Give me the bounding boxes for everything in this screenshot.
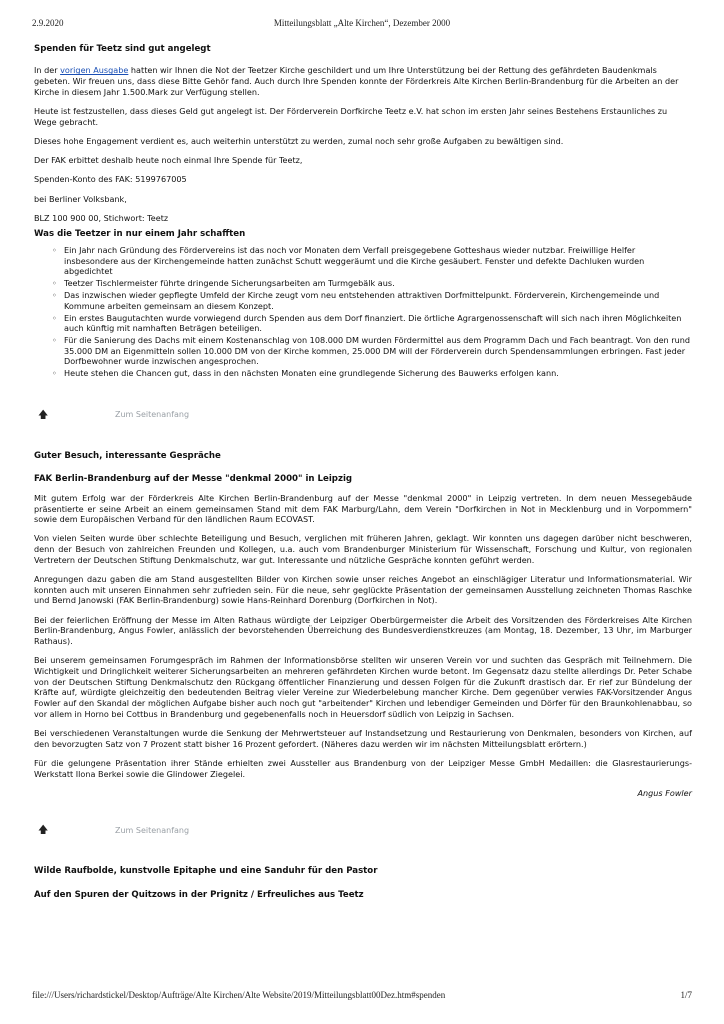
back-to-top[interactable] — [38, 408, 692, 422]
previous-issue-link[interactable]: vorigen Ausgabe — [60, 65, 129, 76]
back-to-top-link[interactable]: Zum Seitenanfang — [115, 409, 190, 419]
intro-text-after: hatten wir Ihnen die Not der Teetzer Kirche geschildert und um Ihre Unterstützung bei der Rettung des gefährdeten Baudenkmals gebeten. Wir freuen uns, dass diese Bitte Gehör fand. Auch durch Ihre Spenden konnte der Förderkreis Alte Kirchen Berlin-Brandenburg für die Arbeiten an der Kirche in diesem Jahr 1.500.Mark zur Verfügung stellen. — [34, 65, 679, 97]
list-item: ◦ Ein erstes Baugutachten wurde vorwiegend durch Spenden aus dem Dorf finanziert. Die örtliche Agrargenossenschaft will sich nach ihren Möglichkeiten auch künftig mit namhaften Beträgen beteiligen. — [52, 312, 682, 334]
print-date: 2.9.2020 — [32, 18, 64, 28]
paragraph: Für die gelungene Präsentation ihrer Stände erhielten zwei Aussteller aus Brandenburg von der Leipziger Messe GmbH Medaillen: die Glasrestaurierungs-Werkstatt Ilona Berkei sowie die Glindower Ziegelei. — [34, 757, 692, 779]
achievements-list — [52, 245, 692, 379]
author-signature: Angus Fowler — [637, 787, 692, 798]
section-heading-quitzows: Wilde Raufbolde, kunstvolle Epitaphe und eine Sanduhr für den Pastor — [34, 866, 378, 877]
page-content — [34, 44, 692, 912]
paragraph: Der FAK erbittet deshalb heute noch einmal Ihre Spende für Teetz, — [34, 155, 303, 166]
paragraph: Bei unserem gemeinsamen Forumgespräch im Rahmen der Informationsbörse stellten wir unseren Verein vor und suchten das Gespräch mit Teilnehmern. Die Wichtigkeit und Dringlichkeit weiterer Sicherungsarbeiten an mehreren gefährdeten Kirchen wurde betont. Im Gegensatz dazu stellte allerdings Dr. Peter Schabe von der Deutschen Stiftung Denkmalschutz den Rückgang öffentlicher Finanzierung und dessen Folgen für die Zukunft drastisch dar. Er rief zur Bündelung der Kräfte auf, würdigte gleichzeitig den bedeutenden Beitrag vieler Vereine zur Wiederbelebung mancher Kirche. Dem gegenüber verwies FAK-Vorsitzender Angus Fowler auf den Skandal der möglichen Aufgabe bisher auch noch gut "arbeitender" Kirchen und lebendiger Gemeinden und Dörfer für den Braunkohlenabbau, so vor allem in Horno bei Cottbus in Brandenburg und gegebenenfalls noch in Heuersdorf südlich von Leipzig in Sachsen. — [34, 655, 692, 719]
back-to-top-link[interactable]: Zum Seitenanfang — [115, 825, 190, 835]
page-number: 1/7 — [680, 990, 692, 1000]
list-item: ◦ Das inzwischen wieder gepflegte Umfeld der Kirche zeugt vom neu entstehenden attraktiven Dorfmittelpunkt. Förderverein, Kirchengemeinde und Kommune arbeiten gemeinsam an diesem Konzept. — [52, 290, 660, 311]
paragraph: Anregungen dazu gaben die am Stand ausgestellten Bilder von Kirchen sowie unser reiches Angebot an einschlägiger Literatur und Informationsmaterial. Wir konnten auch mit unseren Einnahmen sehr zufrieden sein. Für die neue, sehr geglückte Präsentation der gemeinsamen Ausstellung zeichneten Thomas Raschke und Bernd Janowski (FAK Berlin-Brandenburg) sowie Hans-Reinhard Dorenburg (Dorfkirchen in Not). — [34, 574, 692, 606]
intro-paragraph — [34, 65, 692, 97]
back-to-top[interactable] — [38, 824, 692, 838]
bullet: ◦ — [52, 290, 57, 301]
paragraph: Bei der feierlichen Eröffnung der Messe im Alten Rathaus würdigte der Leipziger Oberbürgermeister die Arbeit des Vorsitzenden des Förderkreises Alte Kirchen Berlin-Brandenburg, Angus Fowler, anlässlich der bevorstehenden Überreichung des Bundesverdienstkreuzes (am Montag, 18. Dezember, 13 Uhr, im Marburger Rathaus). — [34, 614, 692, 647]
print-footer — [32, 990, 692, 1002]
paragraph: Von vielen Seiten wurde über schlechte Beteiligung und Besuch, verglichen mit früheren Jahren, geklagt. Wir konnten uns dagegen darüber nicht beschweren, denn der Besuch von zahlreichen Freunden und Kollegen, u.a. auch vom Brandenburger Ministerium für Wissenschaft, Forschung und Kultur, von regionalen Vertretern der Deutschen Stiftung Denkmalschutz, war gut. Interessante und nützliche Gespräche konnten geführt werden. — [34, 533, 692, 565]
paragraph: Heute ist festzustellen, dass dieses Geld gut angelegt ist. Der Förderverein Dorfkirche Teetz e.V. hat schon im ersten Jahr seines Bestehens Erstaunliches zu Wege gebracht. — [34, 105, 668, 127]
arrow-up-icon[interactable]: 🡅 — [38, 825, 49, 837]
arrow-up-icon[interactable]: 🡅 — [38, 409, 49, 421]
donation-bank: bei Berliner Volksbank, — [34, 193, 127, 204]
bullet: ◦ — [52, 312, 57, 323]
bullet: ◦ — [52, 335, 57, 346]
bullet: ◦ — [52, 278, 57, 289]
print-url: file:///Users/richardstickel/Desktop/Aufträge/Alte Kirchen/Alte Website/2019/Mitteilungsblatt00Dez.htm#spenden — [32, 990, 446, 1000]
donation-blz: BLZ 100 900 00, Stichwort: Teetz — [34, 212, 169, 223]
paragraph: Bei verschiedenen Veranstaltungen wurde die Senkung der Mehrwertsteuer auf Instandsetzung und Restaurierung von Denkmalen, besonders von Kirchen, auf den bevorzugten Satz von 7 Prozent statt bisher 16 Prozent gefordert. (Näheres dazu werden wir im nächsten Mitteilungsblatt erörtern.) — [34, 727, 692, 749]
paragraph: Mit gutem Erfolg war der Förderkreis Alte Kirchen Berlin-Brandenburg auf der Messe "denkmal 2000" in Leipzig vertreten. In dem neuen Messegebäude präsentierte er seine Arbeit an einem gemeinsamen Stand mit dem FAK Marburg/Lahn, dem Verein "Dorfkirchen in Not in Mecklenburg und in Vorpommern" sowie dem Europäischen Verband für den ländlichen Raum ECOVAST. — [34, 492, 692, 525]
section-subheading-prignitz: Auf den Spuren der Quitzows in der Prignitz / Erfreuliches aus Teetz — [34, 890, 364, 901]
section-subheading-messe: FAK Berlin-Brandenburg auf der Messe "denkmal 2000" in Leipzig — [34, 473, 353, 484]
print-title: Mitteilungsblatt „Alte Kirchen“, Dezember 2000 — [273, 18, 451, 28]
list-item: ◦ Ein Jahr nach Gründung des Fördervereins ist das noch vor Monaten dem Verfall preisgegebene Gotteshaus wieder nutzbar. Freiwillige Helfer insbesondere aus der Kirchengemeinde hatten zunächst Schutt weggeräumt und die Kirche gesäubert. Fenster und defekte Dachluken wurden abgedichtet — [52, 244, 645, 277]
list-item: ◦ Für die Sanierung des Dachs mit einem Kostenanschlag von 108.000 DM wurden Fördermittel aus dem Programm Dach und Fach beantragt. Von den rund 35.000 DM an Eigenmitteln sollen 10.000 DM von der Kirche kommen, 25.000 DM will der Förderverein durch Spendensammlungen erbringen. Fast jeder Dorfbewohner wurde inzwischen angesprochen. — [52, 335, 690, 367]
print-header — [32, 18, 692, 30]
intro-text-before: In der — [34, 65, 61, 76]
section-heading-spenden: Spenden für Teetz sind gut angelegt — [34, 44, 211, 54]
bullet: ◦ — [52, 368, 57, 379]
section-heading-besuch: Guter Besuch, interessante Gespräche — [34, 451, 221, 462]
list-item: ◦ Heute stehen die Chancen gut, dass in den nächsten Monaten eine grundlegende Sicherung des Bauwerks erfolgen kann. — [52, 368, 559, 379]
paragraph: Dieses hohe Engagement verdient es, auch weiterhin unterstützt zu werden, zumal noch sehr große Aufgaben zu bewältigen sind. — [34, 135, 564, 146]
list-item: ◦ Teetzer Tischlermeister führte dringende Sicherungsarbeiten am Turmgebälk aus. — [52, 278, 395, 289]
donation-account: Spenden-Konto des FAK: 5199767005 — [34, 174, 187, 185]
bullet: ◦ — [52, 244, 57, 255]
section-heading-teetz: Was die Teetzer in nur einem Jahr schafften — [34, 228, 246, 239]
